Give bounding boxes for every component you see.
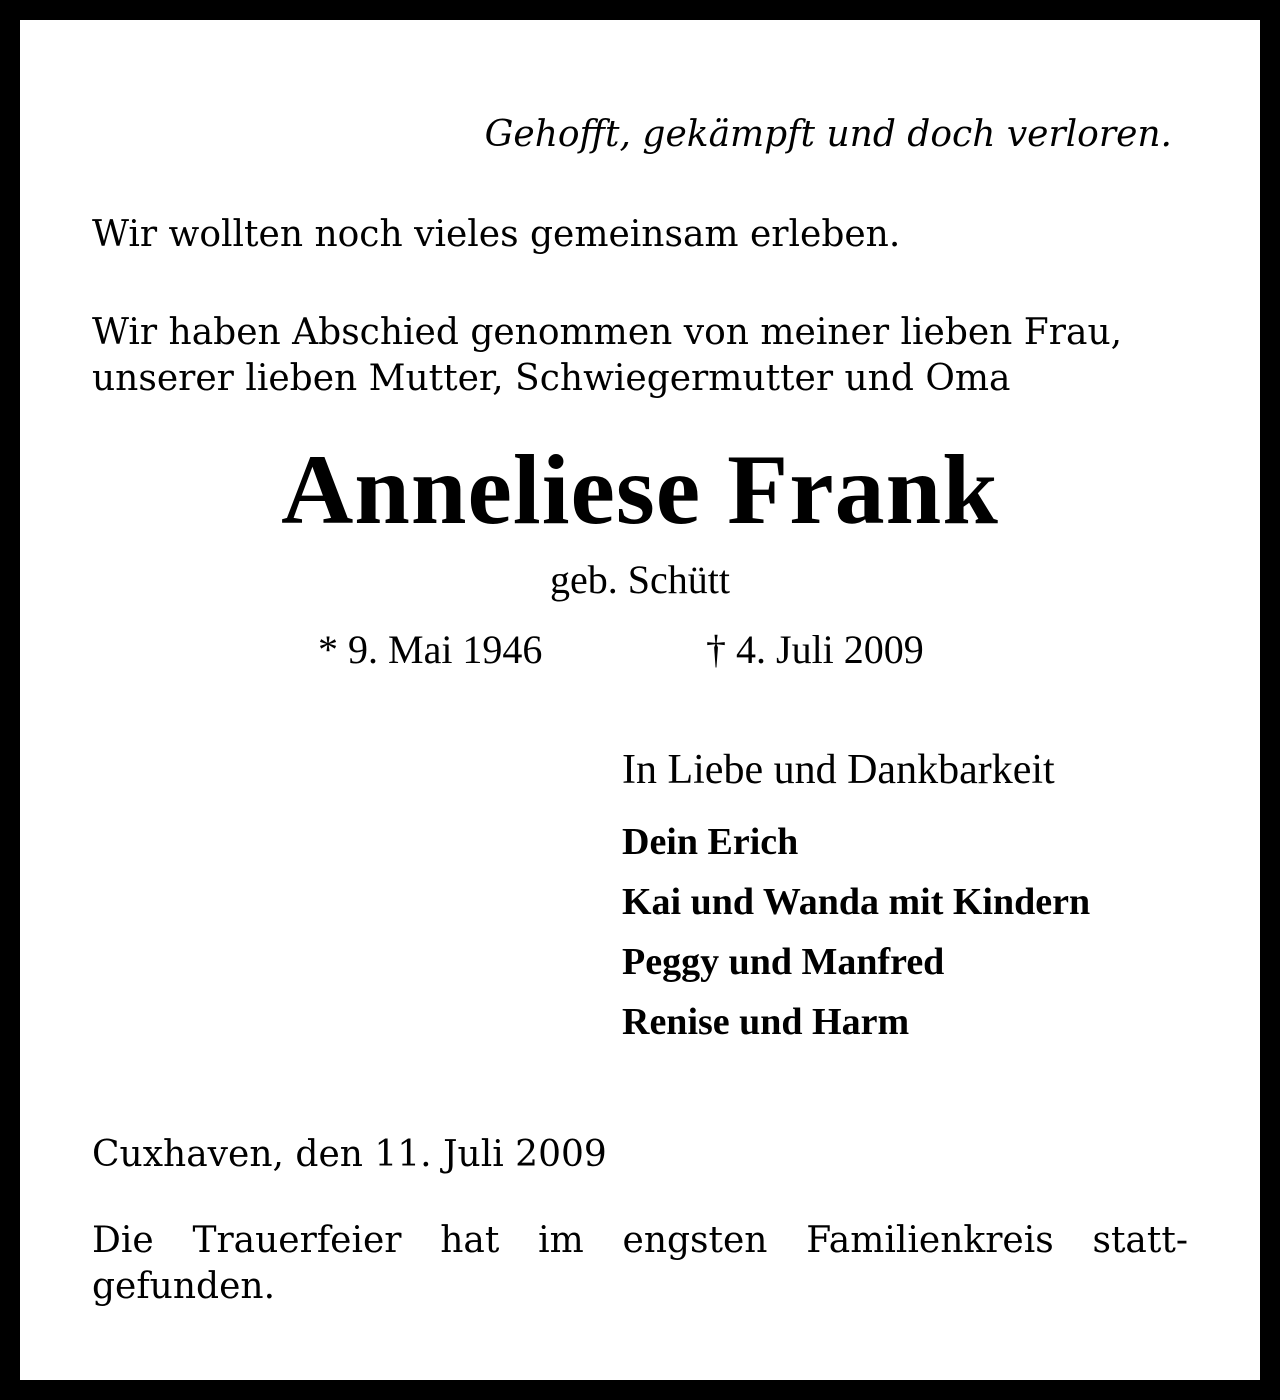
signer-name: Kai und Wanda mit Kindern	[622, 881, 1091, 923]
signer-name: Dein Erich	[622, 821, 799, 863]
signer-name: Peggy und Manfred	[622, 941, 945, 983]
signer-name: Renise und Harm	[622, 1001, 910, 1043]
intro-line: unserer lieben Mutter, Schwiegermutter und Oma	[92, 358, 1011, 399]
place-and-date: Cuxhaven, den 11. Juli 2009	[92, 1134, 607, 1175]
deceased-name: Anneliese Frank	[281, 434, 999, 545]
intro-line: Wir wollten noch vieles gemeinsam erleben.	[92, 214, 901, 255]
intro-line: Wir haben Abschied genommen von meiner lieben Frau,	[92, 312, 1123, 353]
motto-line: Gehofft, gekämpft und doch verloren.	[484, 114, 1172, 155]
birth-date: * 9. Mai 1946	[318, 627, 543, 672]
funeral-note	[92, 1218, 1188, 1310]
funeral-note-line: gefunden.	[92, 1266, 276, 1307]
death-date: † 4. Juli 2009	[706, 627, 924, 672]
funeral-note-line: Die Trauerfeier hat im engsten Familienkreis statt-	[92, 1220, 1188, 1261]
closing-phrase: In Liebe und Dankbarkeit	[622, 747, 1055, 793]
maiden-name: geb. Schütt	[550, 557, 730, 602]
